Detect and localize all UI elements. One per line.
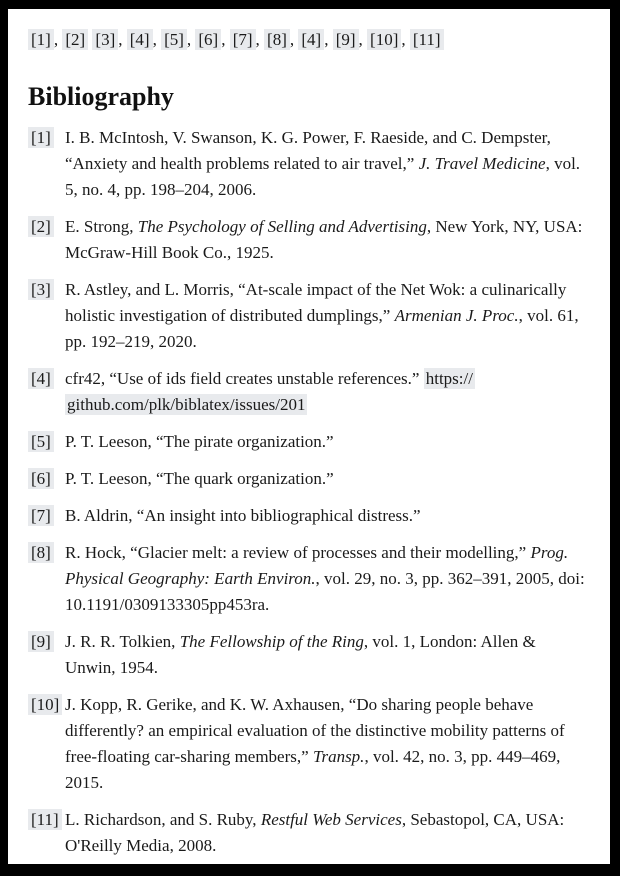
entry-label[interactable]: [7] [28, 505, 54, 526]
citation-ref[interactable]: [5] [161, 29, 187, 50]
entry-label[interactable]: [6] [28, 468, 54, 489]
entry-text [65, 629, 586, 681]
entry-label-column [28, 629, 65, 681]
entry-label-column [28, 277, 65, 355]
entry-text-segment: J. Kopp, R. Gerike, and K. W. Axhausen, “Do sharing people behave differently? an empirical evaluation of the distinctive mobility patterns of free-floating car-sharing members,” [65, 695, 565, 766]
entry-label-column [28, 540, 65, 618]
entry-text [65, 540, 586, 618]
bibliography-list [28, 125, 586, 859]
entry-text-segment: R. Hock, “Glacier melt: a review of processes and their modelling,” [65, 543, 531, 562]
entry-text-segment: R. Astley, and L. Morris, “At-scale impact of the Net Wok: a culinarically holistic investigation of distributed dumplings,” [65, 280, 567, 325]
bibliography-entry [28, 807, 586, 859]
entry-title-italic: The Fellowship of the Ring [179, 632, 364, 651]
entry-text [65, 429, 586, 455]
bibliography-entry [28, 503, 586, 529]
entry-text-segment: , vol. 29, no. 3, pp. 362–391, 2005, doi: 10.1191/0309133305pp453ra. [65, 569, 585, 614]
entry-label-column [28, 366, 65, 418]
entry-label[interactable]: [8] [28, 542, 54, 563]
entry-label[interactable]: [4] [28, 368, 54, 389]
entry-label-column [28, 466, 65, 492]
entry-title-italic: The Psychology of Selling and Advertising [137, 217, 427, 236]
citation-ref[interactable]: [8] [264, 29, 290, 50]
entry-text [65, 366, 586, 418]
citation-ref[interactable]: [9] [333, 29, 359, 50]
entry-title-italic: J. Travel Medicine [418, 154, 546, 173]
entry-url-link[interactable]: https://github.com/plk/biblatex/issues/201 [67, 369, 473, 414]
entry-title-italic: Transp. [312, 747, 365, 766]
entry-title-italic: Prog. Physical Geography: Earth Environ. [65, 543, 569, 588]
entry-text [65, 503, 586, 529]
bibliography-entry [28, 366, 586, 418]
citation-ref[interactable]: [7] [230, 29, 256, 50]
entry-text-segment: J. R. R. Tolkien, [65, 632, 180, 651]
page [8, 9, 610, 864]
bibliography-entry [28, 692, 586, 796]
entry-text [65, 807, 586, 859]
entry-label-column [28, 125, 65, 203]
entry-text-segment: E. Strong, [65, 217, 138, 236]
bibliography-entry [28, 466, 586, 492]
citation-ref[interactable]: [1] [28, 29, 54, 50]
citation-ref[interactable]: [6] [195, 29, 221, 50]
entry-text-segment: , vol. 42, no. 3, pp. 449–469, 2015. [65, 747, 561, 792]
citation-ref[interactable]: [11] [410, 29, 444, 50]
entry-title-italic: Armenian J. Proc. [394, 306, 519, 325]
citation-ref[interactable]: [4] [298, 29, 324, 50]
entry-label[interactable]: [2] [28, 216, 54, 237]
entry-text-segment: , vol. 61, pp. 192–219, 2020. [65, 306, 579, 351]
citation-ref[interactable]: [10] [367, 29, 401, 50]
entry-text-segment: I. B. McIntosh, V. Swanson, K. G. Power, F. Raeside, and C. Dempster, “Anxiety and health problems related to air travel,” [65, 128, 551, 173]
entry-text [65, 692, 586, 796]
entry-text [65, 466, 586, 492]
entry-text [65, 125, 586, 203]
entry-label[interactable]: [10] [28, 694, 62, 715]
entry-label[interactable]: [1] [28, 127, 54, 148]
citation-line: [1] , [2] [3] , [4] , [5] , [6] , [7] , [8] , [4] , [9] , [10] , [11] [28, 27, 586, 53]
bibliography-entry [28, 429, 586, 455]
entry-text-segment: , vol. 5, no. 4, pp. 198–204, 2006. [65, 154, 581, 199]
entry-title-italic: Restful Web Services [260, 810, 402, 829]
entry-text-segment: , New York, NY, USA: McGraw-Hill Book Co., 1925. [65, 217, 583, 262]
entry-text [65, 277, 586, 355]
bibliography-entry [28, 629, 586, 681]
entry-label[interactable]: [11] [28, 809, 62, 830]
entry-text-segment: cfr42, “Use of ids field creates unstable references.” [65, 369, 424, 388]
entry-text-segment: , Sebastopol, CA, USA: O'Reilly Media, 2008. [65, 810, 565, 855]
bibliography-entry [28, 277, 586, 355]
entry-text-segment: P. T. Leeson, “The quark organization.” [65, 469, 334, 488]
bibliography-heading: Bibliography [28, 82, 174, 111]
entry-text-segment: B. Aldrin, “An insight into bibliographical distress.” [65, 506, 421, 525]
citation-ref[interactable]: [3] [92, 29, 118, 50]
entry-label-column [28, 503, 65, 529]
citation-ref[interactable]: [2] [62, 29, 88, 50]
entry-text-segment: P. T. Leeson, “The pirate organization.” [65, 432, 334, 451]
entry-text [65, 214, 586, 266]
bibliography-entry [28, 540, 586, 618]
entry-text-segment: , vol. 1, London: Allen & Unwin, 1954. [65, 632, 536, 677]
entry-text-segment: L. Richardson, and S. Ruby, [65, 810, 261, 829]
entry-label[interactable]: [3] [28, 279, 54, 300]
entry-label-column [28, 429, 65, 455]
bibliography-entry [28, 214, 586, 266]
entry-label[interactable]: [5] [28, 431, 54, 452]
entry-label-column [28, 807, 65, 859]
bibliography-entry [28, 125, 586, 203]
entry-label-column [28, 214, 65, 266]
entry-label[interactable]: [9] [28, 631, 54, 652]
entry-label-column [28, 692, 65, 796]
citation-ref[interactable]: [4] [127, 29, 153, 50]
